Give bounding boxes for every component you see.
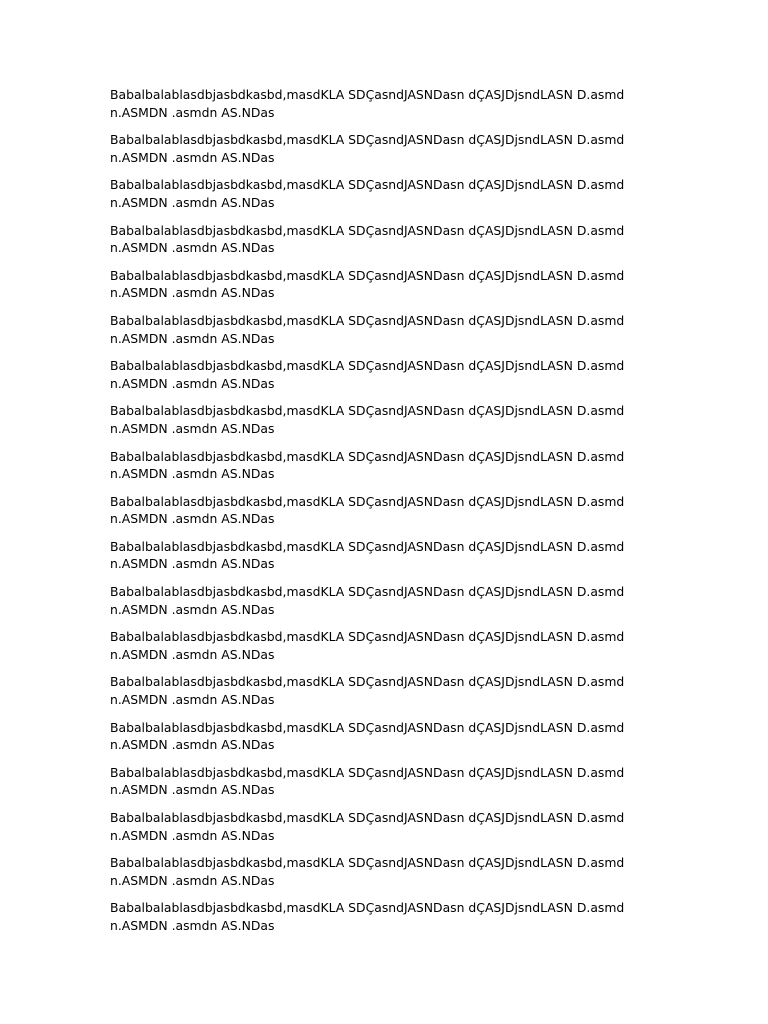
paragraph [110, 538, 670, 573]
paragraph-line: Babalbalablasdbjasbdkasbd,masdKLA SDÇasndJASNDasn dÇASJDjsndLASN D.asmd [110, 222, 625, 238]
paragraph-line: Babalbalablasdbjasbdkasbd,masdKLA SDÇasndJASNDasn dÇASJDjsndLASN D.asmd [110, 764, 625, 780]
paragraph-line: Babalbalablasdbjasbdkasbd,masdKLA SDÇasndJASNDasn dÇASJDjsndLASN D.asmd [110, 810, 625, 825]
paragraph [110, 854, 670, 889]
paragraph-line: Babalbalablasdbjasbdkasbd,masdKLA SDÇasndJASNDasn dÇASJDjsndLASN D.asmd [110, 719, 625, 735]
paragraph [110, 899, 670, 934]
paragraph [110, 176, 670, 211]
paragraph-line: n.ASMDN .asmdn AS.NDas [110, 149, 275, 165]
paragraph-line: Babalbalablasdbjasbdkasbd,masdKLA SDÇasndJASNDasn dÇASJDjsndLASN D.asmd [110, 177, 625, 193]
paragraph [110, 131, 670, 166]
paragraph-line: n.ASMDN .asmdn AS.NDas [110, 917, 275, 933]
paragraph-line: Babalbalablasdbjasbdkasbd,masdKLA SDÇasndJASNDasn dÇASJDjsndLASN D.asmd [110, 584, 625, 600]
paragraph-line: n.ASMDN .asmdn AS.NDas [110, 330, 275, 346]
paragraph-line: Babalbalablasdbjasbdkasbd,masdKLA SDÇasndJASNDasn dÇASJDjsndLASN D.asmd [110, 493, 625, 509]
paragraph [110, 222, 670, 257]
paragraph [110, 493, 670, 528]
paragraph [110, 357, 670, 392]
paragraph [110, 583, 670, 618]
paragraph-line: n.ASMDN .asmdn AS.NDas [110, 872, 275, 888]
paragraph-line: n.ASMDN .asmdn AS.NDas [110, 466, 275, 482]
paragraph-line: Babalbalablasdbjasbdkasbd,masdKLA SDÇasndJASNDasn dÇASJDjsndLASN D.asmd [110, 674, 625, 690]
paragraph-line: Babalbalablasdbjasbdkasbd,masdKLA SDÇasndJASNDasn dÇASJDjsndLASN D.asmd [110, 403, 625, 419]
paragraph-line: n.ASMDN .asmdn AS.NDas [110, 511, 275, 527]
paragraph [110, 764, 670, 799]
paragraph-line: n.ASMDN .asmdn AS.NDas [110, 556, 275, 572]
paragraph-line: n.ASMDN .asmdn AS.NDas [110, 194, 275, 210]
paragraph-line: Babalbalablasdbjasbdkasbd,masdKLA SDÇasndJASNDasn dÇASJDjsndLASN D.asmd [110, 87, 625, 102]
paragraph-line: Babalbalablasdbjasbdkasbd,masdKLA SDÇasndJASNDasn dÇASJDjsndLASN D.asmd [110, 358, 625, 374]
paragraph [110, 673, 670, 708]
paragraph-line: Babalbalablasdbjasbdkasbd,masdKLA SDÇasndJASNDasn dÇASJDjsndLASN D.asmd [110, 312, 625, 328]
paragraph-line: Babalbalablasdbjasbdkasbd,masdKLA SDÇasndJASNDasn dÇASJDjsndLASN D.asmd [110, 448, 625, 464]
paragraph-line: n.ASMDN .asmdn AS.NDas [110, 601, 275, 617]
paragraph [110, 719, 670, 754]
paragraph-line: n.ASMDN .asmdn AS.NDas [110, 240, 275, 256]
paragraph [110, 312, 670, 347]
paragraph-line: Babalbalablasdbjasbdkasbd,masdKLA SDÇasndJASNDasn dÇASJDjsndLASN D.asmd [110, 900, 625, 916]
paragraph-line: Babalbalablasdbjasbdkasbd,masdKLA SDÇasndJASNDasn dÇASJDjsndLASN D.asmd [110, 629, 625, 645]
paragraph-line: n.ASMDN .asmdn AS.NDas [110, 104, 275, 120]
paragraph [110, 809, 670, 844]
paragraph-line: n.ASMDN .asmdn AS.NDas [110, 285, 275, 301]
paragraph-line: Babalbalablasdbjasbdkasbd,masdKLA SDÇasndJASNDasn dÇASJDjsndLASN D.asmd [110, 538, 625, 554]
paragraph-line: Babalbalablasdbjasbdkasbd,masdKLA SDÇasndJASNDasn dÇASJDjsndLASN D.asmd [110, 267, 625, 283]
paragraph [110, 267, 670, 302]
document-body [110, 86, 670, 945]
paragraph [110, 628, 670, 663]
paragraph [110, 86, 670, 121]
paragraph-line: n.ASMDN .asmdn AS.NDas [110, 692, 275, 708]
paragraph-line: n.ASMDN .asmdn AS.NDas [110, 375, 275, 391]
paragraph-line: n.ASMDN .asmdn AS.NDas [110, 420, 275, 436]
paragraph-line: n.ASMDN .asmdn AS.NDas [110, 737, 275, 753]
paragraph [110, 448, 670, 483]
paragraph [110, 402, 670, 437]
paragraph-line: n.ASMDN .asmdn AS.NDas [110, 782, 275, 798]
paragraph-line: Babalbalablasdbjasbdkasbd,masdKLA SDÇasndJASNDasn dÇASJDjsndLASN D.asmd [110, 132, 625, 148]
paragraph-line: n.ASMDN .asmdn AS.NDas [110, 827, 275, 843]
paragraph-line: n.ASMDN .asmdn AS.NDas [110, 646, 275, 662]
paragraph-line: Babalbalablasdbjasbdkasbd,masdKLA SDÇasndJASNDasn dÇASJDjsndLASN D.asmd [110, 855, 625, 871]
